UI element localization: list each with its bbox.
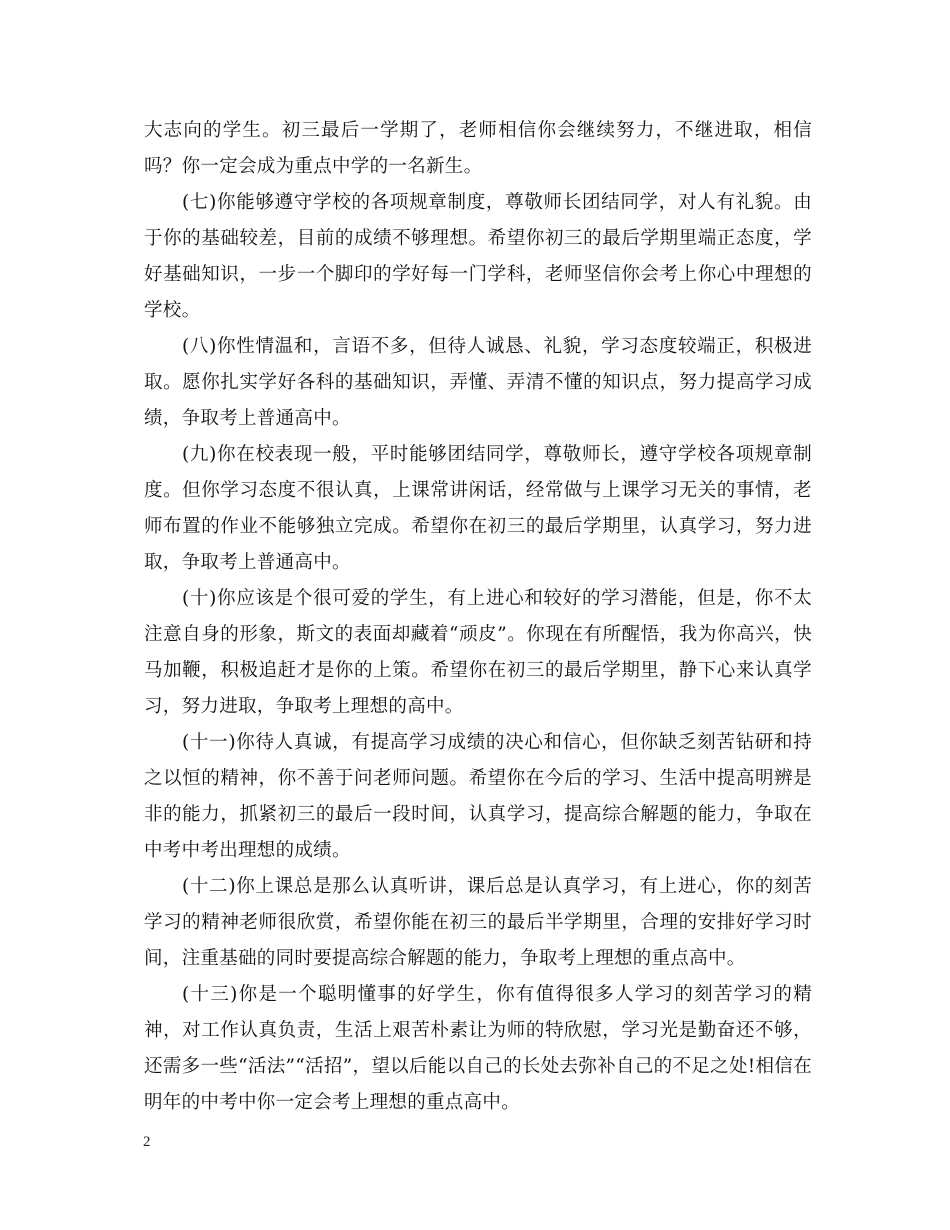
paragraph-comment-13: (十三)你是一个聪明懂事的好学生，你有值得很多人学习的刻苦学习的精神，对工作认真负责，生活上艰苦朴素让为师的特欣慰，学习光是勤奋还不够，还需多一些“活法”“活招”，望以后能以自己的长处去弥补自己的不足之处!相信在明年的中考中你一定会考上理想的重点高中。: [144, 984, 812, 1113]
paragraph-comment-8: (八)你性情温和，言语不多，但待人诚恳、礼貌，学习态度较端正，积极进取。愿你扎实学好各科的基础知识，弄懂、弄清不懂的知识点，努力提高学习成绩，争取考上普通高中。: [144, 336, 812, 429]
paragraph-comment-11: (十一)你待人真诚，有提高学习成绩的决心和信心，但你缺乏刻苦钻研和持之以恒的精神，你不善于问老师问题。希望你在今后的学习、生活中提高明辨是非的能力，抓紧初三的最后一段时间，认真学习，提高综合解题的能力，争取在中考中考出理想的成绩。: [144, 732, 812, 861]
paragraph-continuation: 大志向的学生。初三最后一学期了，老师相信你会继续努力，不继进取，相信吗？你一定会成为重点中学的一名新生。: [144, 120, 812, 177]
paragraph-comment-12: (十二)你上课总是那么认真听讲，课后总是认真学习，有上进心，你的刻苦学习的精神老师很欣赏，希望你能在初三的最后半学期里，合理的安排好学习时间，注重基础的同时要提高综合解题的能力，争取考上理想的重点高中。: [144, 876, 812, 969]
paragraph-comment-7: (七)你能够遵守学校的各项规章制度，尊敬师长团结同学，对人有礼貌。由于你的基础较差，目前的成绩不够理想。希望你初三的最后学期里端正态度，学好基础知识，一步一个脚印的学好每一门学科，老师坚信你会考上你心中理想的学校。: [144, 192, 812, 321]
body-text: [144, 113, 812, 1121]
paragraph-comment-10: (十)你应该是个很可爱的学生，有上进心和较好的学习潜能，但是，你不太注意自身的形象，斯文的表面却藏着“顽皮”。你现在有所醒悟，我为你高兴，快马加鞭，积极追赶才是你的上策。希望你在初三的最后学期里，静下心来认真学习，努力进取，争取考上理想的高中。: [144, 588, 812, 717]
page-number: 2: [143, 1134, 151, 1150]
paragraph-comment-9: (九)你在校表现一般，平时能够团结同学，尊敬师长，遵守学校各项规章制度。但你学习态度不很认真，上课常讲闲话，经常做与上课学习无关的事情，老师布置的作业不能够独立完成。希望你在初三的最后学期里，认真学习，努力进取，争取考上普通高中。: [144, 444, 812, 573]
